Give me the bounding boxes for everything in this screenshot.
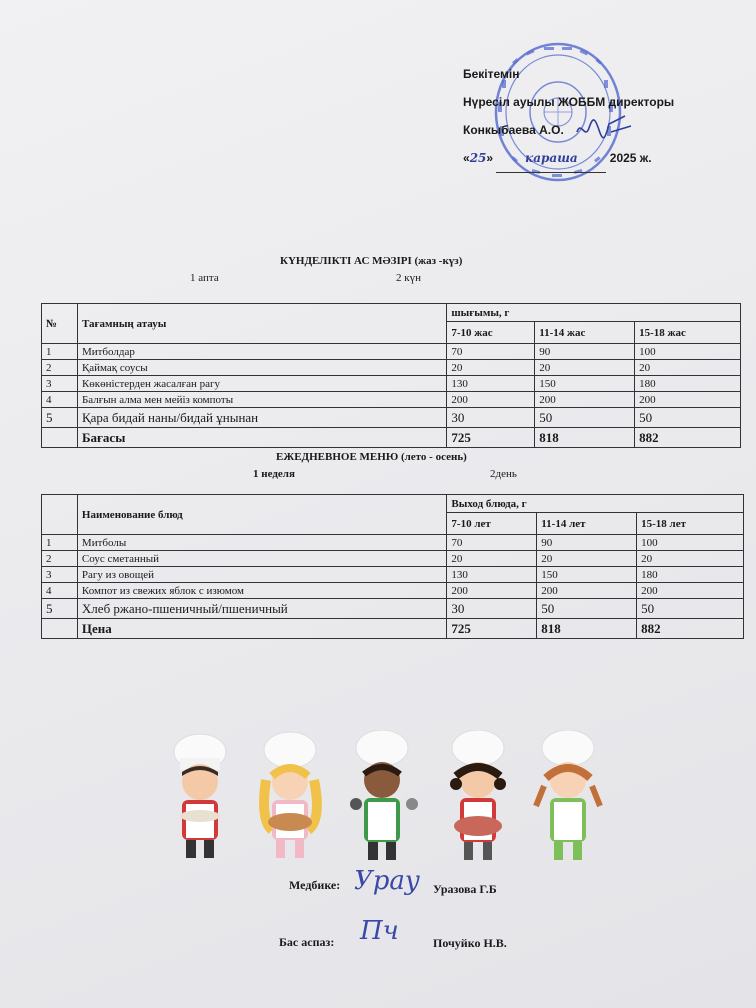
nurse-handwritten-signature: Урау — [354, 866, 421, 896]
ru-header-age2: 11-14 лет — [537, 513, 637, 535]
chef-label: Бас аспаз: — [279, 935, 335, 949]
total-label: Бағасы — [77, 428, 446, 448]
table-row — [42, 344, 741, 360]
total-15-18: 882 — [635, 428, 741, 448]
approval-director-name: Конкыбаева А.О. — [463, 123, 564, 137]
chef-child-4 — [450, 730, 506, 860]
date-month: караша — [496, 144, 606, 173]
row-num: 5 — [42, 599, 78, 619]
date-year: 2025 ж. — [609, 151, 652, 165]
ru-day: 2день — [490, 468, 517, 480]
yield-11-14: 90 — [535, 344, 635, 360]
table-row — [42, 408, 741, 428]
ru-header-age1: 7-10 лет — [447, 513, 537, 535]
row-num: 4 — [42, 583, 78, 599]
total-11-14: 818 — [537, 619, 637, 639]
yield-15-18: 200 — [635, 392, 741, 408]
date-quote-close: » — [486, 151, 494, 165]
dish-name: Митболы — [77, 535, 447, 551]
table-row — [42, 360, 741, 376]
total-row — [42, 619, 744, 639]
yield-7-10: 20 — [447, 360, 535, 376]
approval-heading: Бекітемін — [463, 67, 520, 81]
approval-date — [463, 144, 674, 173]
kz-menu-title: КҮНДЕЛІКТІ АС МӘЗІРІ (жаз -күз) — [280, 255, 463, 267]
table-row — [42, 599, 744, 619]
yield-7-10: 200 — [447, 583, 537, 599]
dish-name: Балғын алма мен мейіз компоты — [77, 392, 446, 408]
total-label: Цена — [77, 619, 447, 639]
yield-15-18: 200 — [637, 583, 744, 599]
row-num: 1 — [42, 535, 78, 551]
yield-15-18: 100 — [635, 344, 741, 360]
yield-11-14: 200 — [535, 392, 635, 408]
yield-11-14: 20 — [535, 360, 635, 376]
kz-header-num: № — [42, 304, 78, 344]
yield-7-10: 200 — [447, 392, 535, 408]
yield-7-10: 30 — [447, 408, 535, 428]
yield-15-18: 100 — [637, 535, 744, 551]
ru-week: 1 неделя — [253, 468, 295, 480]
row-num: 2 — [42, 551, 78, 567]
yield-7-10: 30 — [447, 599, 537, 619]
ru-menu-title: ЕЖЕДНЕВНОЕ МЕНЮ (лето - осень) — [276, 451, 467, 463]
yield-11-14: 90 — [537, 535, 637, 551]
dish-name: Хлеб ржано-пшеничный/пшеничный — [77, 599, 447, 619]
total-7-10: 725 — [447, 428, 535, 448]
dish-name: Көкөністерден жасалған рагу — [77, 376, 446, 392]
row-num: 2 — [42, 360, 78, 376]
yield-15-18: 50 — [637, 599, 744, 619]
row-num: 1 — [42, 344, 78, 360]
table-row — [42, 567, 744, 583]
total-15-18: 882 — [637, 619, 744, 639]
kz-header-age2: 11-14 жас — [535, 322, 635, 344]
approval-block — [463, 60, 674, 173]
chef-child-1 — [174, 734, 226, 858]
dish-name: Рагу из овощей — [77, 567, 447, 583]
yield-11-14: 200 — [537, 583, 637, 599]
table-row — [42, 392, 741, 408]
row-num: 4 — [42, 392, 78, 408]
chef-handwritten-signature: Пч — [360, 916, 399, 946]
kz-header-yield: шығымы, г — [447, 304, 741, 322]
dish-name: Қаймақ соусы — [77, 360, 446, 376]
yield-7-10: 130 — [447, 376, 535, 392]
nurse-name: Уразова Г.Б — [433, 882, 497, 896]
table-row — [42, 583, 744, 599]
yield-11-14: 150 — [535, 376, 635, 392]
kz-header-age3: 15-18 жас — [635, 322, 741, 344]
yield-11-14: 50 — [535, 408, 635, 428]
yield-11-14: 150 — [537, 567, 637, 583]
yield-7-10: 20 — [447, 551, 537, 567]
kz-header-age1: 7-10 жас — [447, 322, 535, 344]
yield-7-10: 130 — [447, 567, 537, 583]
yield-15-18: 180 — [635, 376, 741, 392]
yield-15-18: 180 — [637, 567, 744, 583]
date-day: 25 — [469, 151, 487, 165]
yield-7-10: 70 — [447, 344, 535, 360]
total-7-10: 725 — [447, 619, 537, 639]
ru-header-yield: Выход блюда, г — [447, 495, 744, 513]
row-num: 3 — [42, 567, 78, 583]
dish-name: Митболдар — [77, 344, 446, 360]
table-row — [42, 551, 744, 567]
chef-name: Почуйко Н.В. — [433, 936, 507, 950]
ru-menu-table — [41, 494, 744, 639]
row-num: 5 — [42, 408, 78, 428]
dish-name: Компот из свежих яблок с изюмом — [77, 583, 447, 599]
nurse-label: Медбике: — [289, 878, 341, 892]
kz-header-name: Тағамның атауы — [77, 304, 446, 344]
yield-15-18: 50 — [635, 408, 741, 428]
date-quote-open: « — [463, 151, 470, 165]
yield-15-18: 20 — [637, 551, 744, 567]
yield-11-14: 50 — [537, 599, 637, 619]
dish-name: Қара бидай наны/бидай ұнынан — [77, 408, 446, 428]
total-11-14: 818 — [535, 428, 635, 448]
chef-child-5 — [536, 730, 600, 860]
chef-child-3 — [350, 730, 418, 860]
approval-position: Нүресіл ауылы ЖОББМ директоры — [463, 95, 675, 109]
chef-child-2 — [264, 732, 317, 858]
kz-week: 1 апта — [190, 272, 219, 284]
kz-day: 2 күн — [396, 272, 421, 284]
ru-header-name: Наименование блюд — [77, 495, 447, 535]
row-num: 3 — [42, 376, 78, 392]
ru-header-age3: 15-18 лет — [637, 513, 744, 535]
yield-15-18: 20 — [635, 360, 741, 376]
total-row — [42, 428, 741, 448]
director-signature — [575, 110, 635, 150]
table-row — [42, 535, 744, 551]
yield-11-14: 20 — [537, 551, 637, 567]
kz-menu-table — [41, 303, 741, 448]
yield-7-10: 70 — [447, 535, 537, 551]
dish-name: Соус сметанный — [77, 551, 447, 567]
table-row — [42, 376, 741, 392]
chef-children-illustration — [160, 730, 620, 870]
